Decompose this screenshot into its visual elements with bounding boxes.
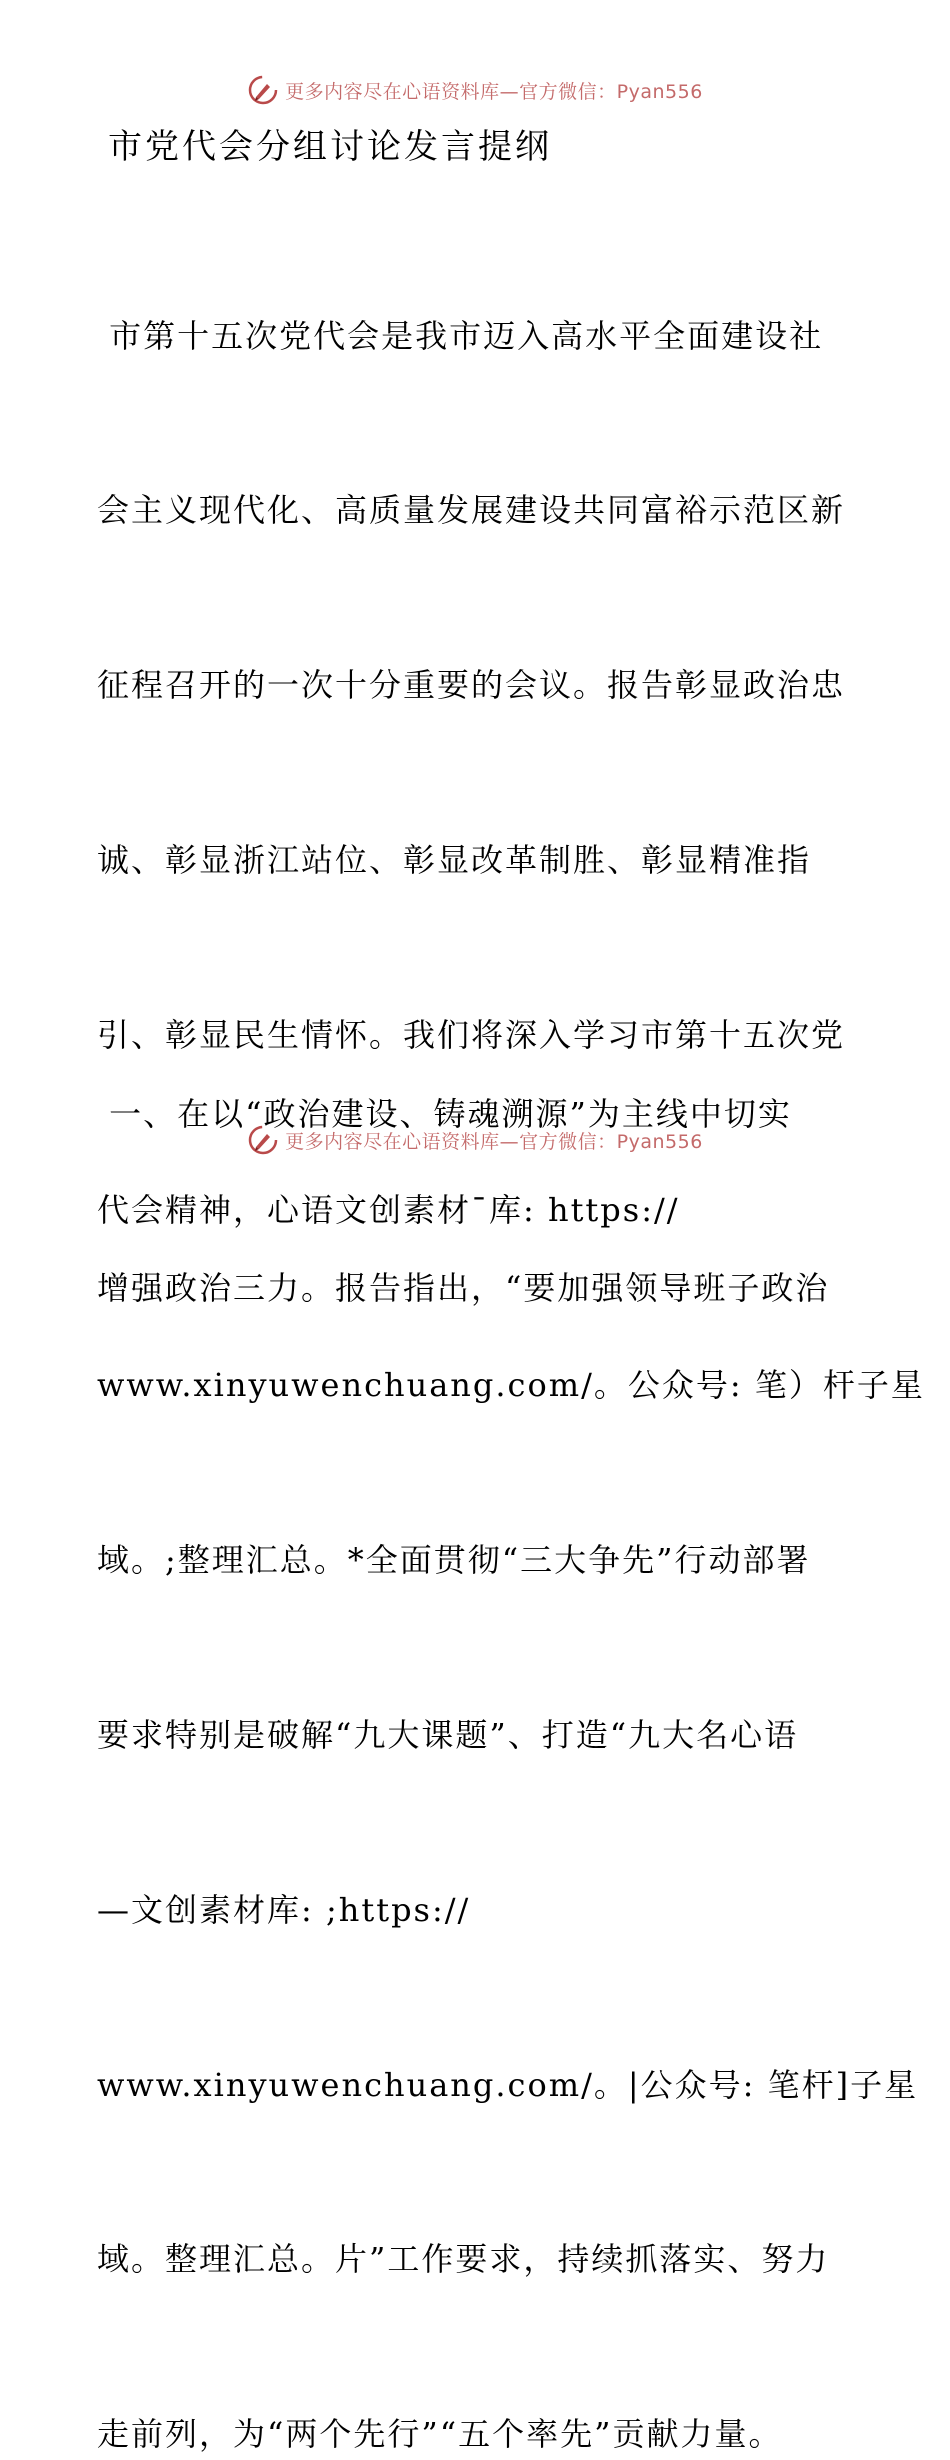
paragraph-line: 增强政治三力。报告指出，“要加强领导班子政治 (97, 1269, 830, 1308)
footer-banner-text: 更多内容尽在心语资料库—官方微信：Pyan556 (285, 1130, 703, 1153)
paragraph-line: 一、在以“政治建设、铸魂溯源”为主线中切实 (97, 1094, 792, 1133)
paragraph-line: 征程召开的一次十分重要的会议。报告彰显政治忠 (97, 666, 846, 705)
paragraph-line: 引、彰显民生情怀。我们将深入学习市第十五次党 (97, 1016, 846, 1055)
paragraph-line: 要求特别是破解“九大课题”、打造“九大名心语 (97, 1715, 799, 1754)
paragraph-line: 代会精神，心语文创素材¯库: https:// (97, 1191, 680, 1230)
paragraph-line: 会主义现代化、高质量发展建设共同富裕示范区新 (97, 491, 846, 530)
paragraph-line: 域。整理汇总。片”工作要求，持续抓落实、努力 (97, 2240, 830, 2279)
pen-logo-icon (247, 74, 279, 106)
header-banner-text: 更多内容尽在心语资料库—官方微信：Pyan556 (285, 80, 703, 103)
paragraph-line: 走前列，为“两个先行”“五个率先”贡献力量。 (97, 2415, 783, 2454)
pen-logo-icon (247, 1124, 279, 1156)
paragraph-line: 诚、彰显浙江站位、彰显改革制胜、彰显精准指 (97, 841, 812, 880)
paragraph-line: 域。;整理汇总。*全面贯彻“三大争先”行动部署 (97, 1540, 811, 1579)
page-title: 市党代会分组讨论发言提纲 (108, 127, 552, 167)
footer-banner (0, 1120, 950, 1160)
header-banner (0, 70, 950, 110)
paragraph-2 (97, 968, 857, 1376)
paragraph-line: www.xinyuwenchuang.com/。公众号: 笔）杆子星 (97, 1365, 925, 1404)
paragraph-line: www.xinyuwenchuang.com/。|公众号: 笔杆]子星 (97, 2065, 919, 2104)
paragraph-line: 市第十五次党代会是我市迈入高水平全面建设社 (97, 316, 824, 355)
paragraph-line: —文创素材库: ;https:// (97, 1890, 471, 1929)
